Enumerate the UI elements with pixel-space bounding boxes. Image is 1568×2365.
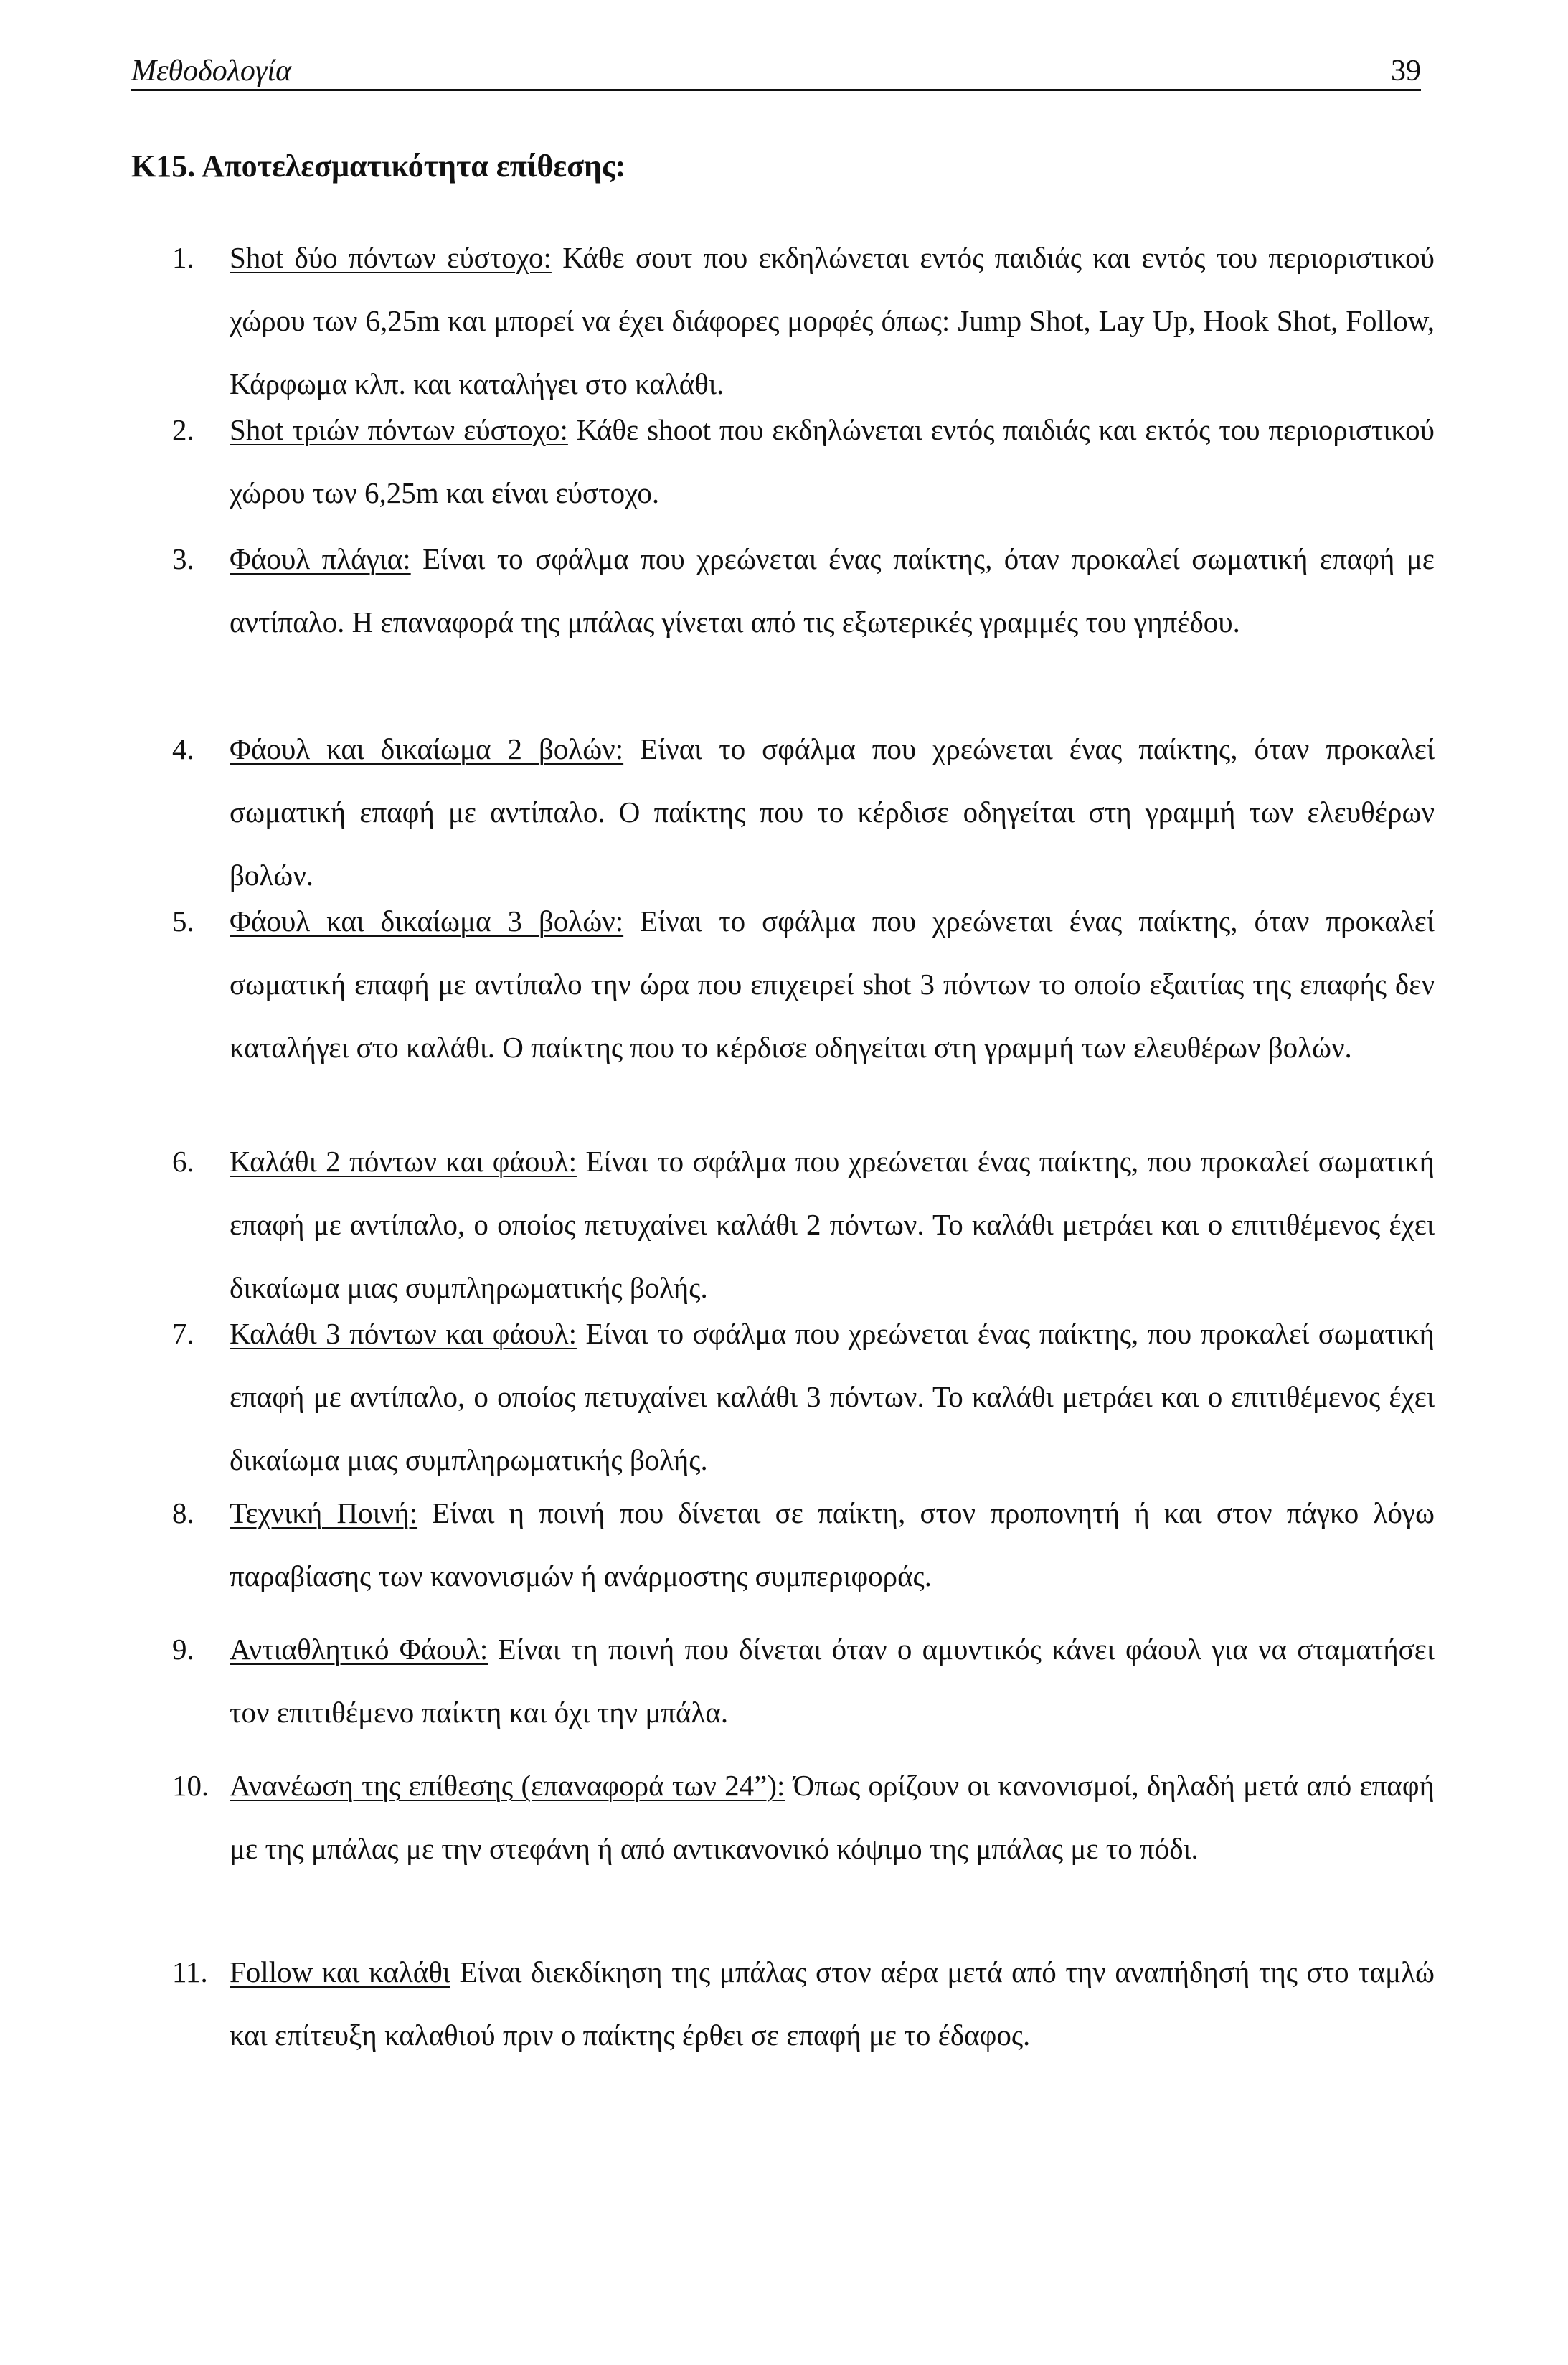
item-text: Είναι διεκδίκηση της μπάλας στον αέρα μετά από την αναπήδησή της στο ταμλώ και επίτευξη καλαθιού πριν ο παίκτης έρθει σε επαφή με το έδαφος. [230,1955,1435,2052]
item-number: 10. [172,1769,209,1802]
item-number: 11. [172,1955,208,1988]
item-body [230,889,1435,1079]
item-body [230,398,1435,524]
item-number: 5. [172,905,194,938]
item-text: Είναι το σφάλμα που χρεώνεται ένας παίκτης, όταν προκαλεί σωματική επαφή με αντίπαλο. Ο παίκτης που το κέρδισε οδηγείται στη γραμμή των ελευθέρων βολών. [230,732,1435,892]
item-term: Φάουλ και δικαίωμα 3 βολών: [230,905,624,938]
item-term: Follow και καλάθι [230,1955,450,1988]
item-body [230,1302,1435,1491]
page-number: 39 [1391,55,1421,88]
running-header [131,44,1421,91]
item-text: Είναι το σφάλμα που χρεώνεται ένας παίκτης, που προκαλεί σωματική επαφή με αντίπαλο, ο οποίος πετυχαίνει καλάθι 3 πόντων. Το καλάθι μετράει και ο επιτιθέμενος έχει δικαίωμα μιας συμπληρωματικής βολής. [230,1317,1435,1476]
item-body [230,1754,1435,1880]
item-text: Είναι το σφάλμα που χρεώνεται ένας παίκτης, όταν προκαλεί σωματική επαφή με αντίπαλο την ώρα που επιχειρεί shot 3 πόντων το οποίο εξαιτίας της επαφής δεν καταλήγει στο καλάθι. Ο παίκτης που το κέρδισε οδηγείται στη γραμμή των ελευθέρων βολών. [230,905,1435,1064]
item-text: Είναι το σφάλμα που χρεώνεται ένας παίκτης, που προκαλεί σωματική επαφή με αντίπαλο, ο οποίος πετυχαίνει καλάθι 2 πόντων. Το καλάθι μετράει και ο επιτιθέμενος έχει δικαίωμα μιας συμπληρωματικής βολής. [230,1145,1435,1304]
item-text: Κάθε shoot που εκδηλώνεται εντός παιδιάς και εκτός του περιοριστικού χώρου των 6,25m και είναι εύστοχο. [230,413,1435,509]
item-term: Φάουλ πλάγια: [230,542,411,575]
item-number: 1. [172,241,194,274]
section-title: Κ15. Αποτελεσματικότητα επίθεσης: [131,148,626,184]
item-body [230,1618,1435,1744]
item-body [230,527,1435,653]
item-body [230,1130,1435,1319]
item-body [230,1481,1435,1608]
item-text: Κάθε σουτ που εκδηλώνεται εντός παιδιάς και εντός του περιοριστικού χώρου των 6,25m και μπορεί να έχει διάφορες μορφές όπως: Jump Shot, Lay Up, Hook Shot, Follow, Κάρφωμα κλπ. και καταλήγει στο καλάθι. [230,241,1435,400]
item-text: Είναι το σφάλμα που χρεώνεται ένας παίκτης, όταν προκαλεί σωματική επαφή με αντίπαλο. Η επαναφορά της μπάλας γίνεται από τις εξωτερικές γραμμές του γηπέδου. [230,542,1435,638]
item-term: Shot τριών πόντων εύστοχο: [230,413,568,446]
item-term: Shot δύο πόντων εύστοχο: [230,241,552,274]
item-number: 9. [172,1633,194,1666]
item-body [230,717,1435,907]
header-title: Μεθοδολογία [131,55,292,88]
item-text: Είναι η ποινή που δίνεται σε παίκτη, στον προπονητή ή και στον πάγκο λόγω παραβίασης των κανονισμών ή ανάρμοστης συμπεριφοράς. [230,1496,1435,1592]
item-text: Όπως ορίζουν οι κανονισμοί, δηλαδή μετά από επαφή με της μπάλας με την στεφάνη ή από αντικανονικό κόψιμο της μπάλας με το πόδι. [230,1769,1435,1865]
item-term: Αντιαθλητικό Φάουλ: [230,1633,488,1666]
item-number: 3. [172,542,194,575]
item-number: 8. [172,1496,194,1529]
item-term: Καλάθι 3 πόντων και φάουλ: [230,1317,577,1350]
item-text: Είναι τη ποινή που δίνεται όταν ο αμυντικός κάνει φάουλ για να σταματήσει τον επιτιθέμενο παίκτη και όχι την μπάλα. [230,1633,1435,1729]
item-body [230,1940,1435,2067]
item-number: 4. [172,732,194,765]
item-number: 6. [172,1145,194,1178]
item-term: Φάουλ και δικαίωμα 2 βολών: [230,732,624,765]
item-number: 2. [172,413,194,446]
item-term: Καλάθι 2 πόντων και φάουλ: [230,1145,577,1178]
item-body [230,226,1435,415]
item-term: Ανανέωση της επίθεσης (επαναφορά των 24”): [230,1769,785,1802]
item-number: 7. [172,1317,194,1350]
item-term: Τεχνική Ποινή: [230,1496,418,1529]
